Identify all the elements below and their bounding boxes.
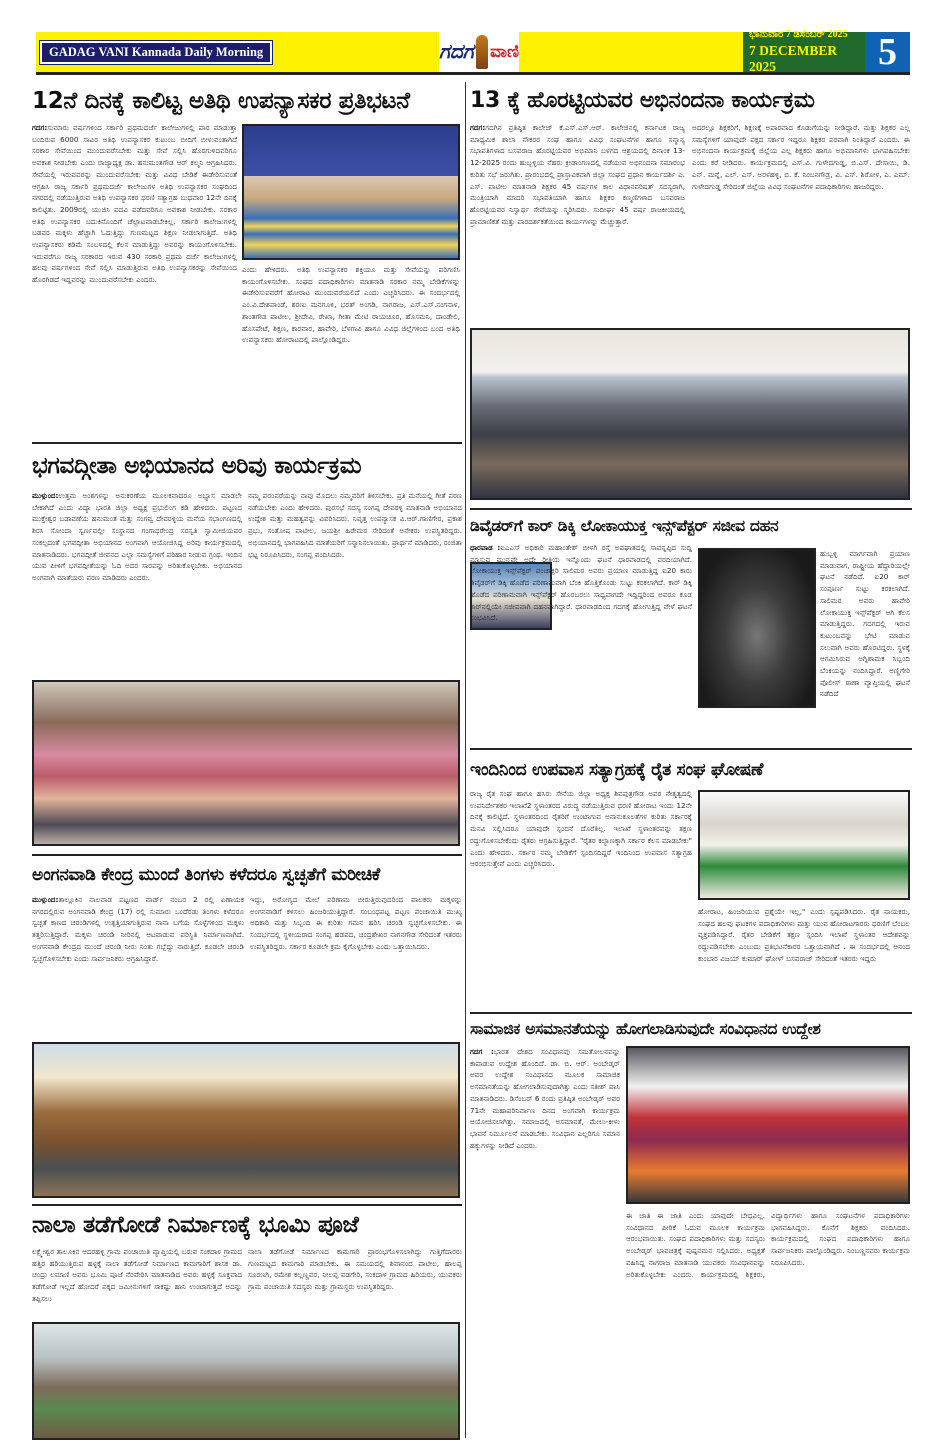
body-text: ಉತ್ತಮ ಅಂಶಗಳನ್ನು ಅನುಕರಣೆಯ ಮೂಲಕವಾದರೂ ಅಭ್ಯಾಸ ಮಾಡಲೇ ಬೇಕಾಗಿದೆ ಎಂದು ವಿದ್ಯಾ ಭಾರತಿ ಜಿಲ್ಲಾ ಅಧ್ಯಕ್ಷ ಪ್ರಭುಲಿಂಗ ಕಡಿ ಹೇಳಿದರು. ಪಟ್ಟಣದ ಮುಕ್ತೇಶ್ವರ ಬಡಾವಣೆಯ ಹನುಮಂತ ಮತ್ತು ಸಂಗವ್ವ ದೇವರಳ್ಳಿಯ ಮನೆಯ ಸಭಾಂಗಣದಲ್ಲಿ ಶಿರಸಿ ಸೋಂದಾ ಸ್ವರ್ಣವಲ್ಲೀ ಸಂಸ್ಥಾನದ ಗಂಗಾಧರೇಂದ್ರ ಸರಸ್ವತಿ ಸ್ವಾಮೀಜಿಯವರ ಸಂಕಲ್ಪದಂತೆ ಭಗವದ್ಗೀತಾ ಅಭಿಯಾನದ ಅಂಗವಾಗಿ ಆಯೋಜಿಸಿದ್ದ ಅರಿವು ಕಾರ್ಯಕ್ರಮದಲ್ಲಿ ಮಾತನಾಡಿದರು. ಭಗವದ್ಗೀತೆ ಜೀವನದ ಎಲ್ಲಾ ಸಮಸ್ಯೆಗಳಿಗೆ ಪರಿಹಾರ ನೀಡುವ ಗ್ರಂಥ. ಇಂದಿನ ಯುವ ಪೀಳಿಗೆ ಭಗವದ್ಗೀತೆಯನ್ನು ಓದಿ ಅದರ ಸಾರವನ್ನು ಅರಿತುಕೊಳ್ಳಬೇಕು. ಅಭಿಯಾನದ ಅಂಗವಾಗಿ ಮಾತೆಯರು ಪಠಣ ಮಾಡಿದರು ಎಂದರು. [32,491,242,582]
masthead [36,29,910,75]
masthead-mid-band [519,32,743,72]
body-text: ಸುಮಾರು ವರ್ಷಗಳಿಂದ ಸರ್ಕಾರಿ ಪ್ರಥಮದರ್ಜೆ ಕಾಲೇಜುಗಳಲ್ಲಿ ಪಾಠ ಮಾಡುತ್ತಾ ಬಂದಿರುವ 6000 ಸಾವಿರ ಅತಿಥಿ ಉಪನ್ಯಾಸಕರ ಕುಟುಂಬ ಬೀದಿಗೆ ಬೀಳುವಂತಾಗಿದೆ ಸರಕಾರ ಸೇವೆಯಿಂದ ಮುಂದುವರೆಸಬೇಕು ಮತ್ತು ಸೇವೆ ಸಲ್ಲಿಸಿ ಹೊರಗುಳಿದವರಿಗೂ ಅವಕಾಶ ನೀಡಬೇಕು ಎಂದು ರಾಜ್ಯಾಧ್ಯಕ್ಷ ಡಾ. ಹನುಮಂತಗೌಡ ಆರ್ ಕಲ್ಮನಿ ಆಗ್ರಹಿಸಿದರು. ಸೇವೆಯಲ್ಲಿ ಇರುವವರನ್ನು ಮುಂದುವರೆಸಬೇಕು ಮತ್ತು ವಿವಿಧ ಬೇಡಿಕೆ ಈಡೇರಿಸುವಂತೆ ಆಗ್ರಹಿಸಿ ರಾಜ್ಯ ಸರ್ಕಾರಿ ಪ್ರಥಮದರ್ಜೆ ಕಾಲೇಜುಗಳ ಅತಿಥಿ ಉಪನ್ಯಾಸಕರ ಸಂಘದಿಂದ ನಗರದಲ್ಲಿ ನಡೆಯುತ್ತಿರುವ ಅತಿಥಿ ಉಪನ್ಯಾಸಕರ ಧರಣಿ ಸತ್ಯಾಗ್ರಹ ಬುಧವಾರ 12ನೇ ದಿನಕ್ಕೆ ಕಾಲಿಟ್ಟಿತು. 2009ರಲ್ಲಿ ಯುಜಿಸಿ ಪದವಿ ಪಡೆದವರಿಗೂ ಅವಕಾಶ ನೀಡಬೇಕು. ಸರಕಾರ ಅತಿಥಿ ಉಪನ್ಯಾಸಕರ ಬದುಕಿನೊಂದಿಗೆ ಚೆಲ್ಲಾಟವಾಡಬೇಕಿಲ್ಲ. ಸರ್ಕಾರಿ ಕಾಲೇಜುಗಳಲ್ಲಿ ಬಡವರ ಮಕ್ಕಳು ಹೆಚ್ಚಾಗಿ ಓದುತ್ತಿದ್ದು ಗುಣಮಟ್ಟದ ಶಿಕ್ಷಣ ನೀಡಲಾಗುತ್ತಿದೆ. ಅತಿಥಿ ಉಪನ್ಯಾಸಕರು ಕಡಿಮೆ ಸಂಬಳದಲ್ಲಿ ಕೆಲಸ ಮಾಡುತ್ತಿದ್ದು ಅವರನ್ನು ಕಾಯಂಗೊಳಿಸಬೇಕು. ಇದುವರೆಗೂ ರಾಜ್ಯ ಸರಕಾರದ ಇರುವ 430 ಸರಕಾರಿ ಪ್ರಥಮ ದರ್ಜೆ ಕಾಲೇಜುಗಳಲ್ಲಿ ಹಲವು ವರ್ಷಗಳಿಂದ ಸೇವೆ ಸಲ್ಲಿಸಿ ಮಾಡುತ್ತಿರುವ ಅತಿಥಿ ಉಪನ್ಯಾಸಕರನ್ನು ಸೇವೆಯಿಂದ ಹೊರಗಿಡದೆ ಇದ್ದವರನ್ನು ಮುಂದುವರೆಸಬೇಕು ಎಂದರು. [32,123,237,285]
article-farmers-fast [470,754,912,1010]
article-body-continued: ನಮ್ಮ ಪರಂಪರೆಯನ್ನು ನಾವು ಮೊದಲು ನಮ್ಮವರಿಗೆ ತಿಳಿಸಬೇಕು. ಪ್ರತಿ ಮನೆಯಲ್ಲಿ ಗೀತೆ ಪಠಣ ನಡೆಯಬೇಕು ಎಂದು ಹೇಳಿದರು. ಪುರಸಭೆ ಸದಸ್ಯ ಸಂಗಪ್ಪ ದೇವರಳ್ಳಿ ಮಾತನಾಡಿ ಅಭಿಯಾನದ ಉದ್ದೇಶ ಮತ್ತು ಮಹತ್ವವನ್ನು ವಿವರಿಸಿದರು. ನಿವೃತ್ತ ಉಪನ್ಯಾಸಕ ವಿ.ಆರ್.ಗಾಣಿಗೇರ, ಪ್ರಕಾಶ ಪ್ರಭು, ಸಂತೋಷ ಪಾಟೀಲ, ಜಯಶ್ರೀ ಹಿರೇಮಠ ಸೇರಿದಂತೆ ಅನೇಕರು ಉಪಸ್ಥಿತರಿದ್ದರು. ಅಭಿಯಾನದಲ್ಲಿ ಭಾಗವಹಿಸಿದ ಮಾತೆಯರಿಗೆ ಸನ್ಮಾನಿಸಲಾಯಿತು. ಪ್ರಾರ್ಥನೆ ಮಾಡಿದರು, ರಂಜಿತಾ ಭಟ್ಟ ನಿರೂಪಿಸಿದರು, ಸಂಗಪ್ಪ ವಂದಿಸಿದರು. [248,491,462,559]
section-rule [470,1012,912,1014]
date-english: 7 DECEMBER 2025 [749,43,838,74]
article-body-continued: ಅದರಲ್ಲೂ ಶಿಕ್ಷಕರಿಗೆ, ಶಿಕ್ಷಣಕ್ಕೆ ಅಪಾರವಾದ ಕೊಡುಗೆಯನ್ನು ನೀಡಿದ್ದಾರೆ. ಮತ್ತು ಶಿಕ್ಷಕರ ಎಲ್ಲ ಸಮಸ್ಯೆಗಳಿಗೆ ಯಾವುದೇ ಪಕ್ಷದ ಸರ್ಕಾರ ಇದ್ದರೂ ಶಿಕ್ಷಕರ ಪರವಾಗಿ ನಿಂತಿದ್ದಾರೆ ಎಂದರು. ಈ ಅಭಿನಂದನಾ ಕಾರ್ಯಕ್ರಮಕ್ಕೆ ಜಿಲ್ಲೆಯ ಎಲ್ಲ ಶಿಕ್ಷಕರು ಹಾಗೂ ಅಭಿಮಾನಿಗಳು ಭಾಗವಹಿಸಬೇಕು ಎಂದು ಕರೆ ನೀಡಿದರು. ಕಾರ್ಯಕ್ರಮದಲ್ಲಿ ಎಸ್.ವಿ. ಗುಳೇದಗುಡ್ಡ, ಬಿ.ಎಸ್. ದೇಸಾಯಿ, ಡಿ. ಎನ್. ಮನ್ನೆ, ಎಲ್. ಎಸ್. ಅರಳಹಳ್ಳಿ, ಬಿ. ಕೆ. ನಿಂಬನಗೌಡ್ರ, ವಿ. ಎಸ್. ಶಿರೋಳ, ಎ. ಎಮ್. ಗುಳೇದಗುಡ್ಡ ಸೇರಿದಂತೆ ಜಿಲ್ಲೆಯ ವಿವಿಧ ಸಂಘಟನೆಗಳ ಪದಾಧಿಕಾರಿಗಳು ಹಾಜರಿದ್ದರು. [692,123,910,191]
masthead-date [743,29,865,74]
article-body [32,122,237,440]
article-body [470,1046,620,1206]
masthead-left-band [36,32,439,72]
headline: ಡಿವೈಡರ್‌ಗೆ ಕಾರ್ ಡಿಕ್ಕಿ ಲೋಕಾಯುಕ್ತ ಇನ್ಸ್‌ಪೆಕ್ಟರ್ ಸಜೀವ ದಹನ [470,517,779,535]
article-inspector-fire [470,512,912,748]
article-body [470,122,685,322]
photo-award [626,1046,910,1204]
body-text: ಗದಗಿನ ಪ್ರತಿಷ್ಠಿತ ಕಾಲೇಜ್ ಕೆ.ಎಸ್.ಎಸ್.ಆರ್. ಕಾಲೇಜಿನಲ್ಲಿ ಕರ್ನಾಟಕ ರಾಜ್ಯ ಮಾಧ್ಯಮಿಕ ಶಾಲಾ ನೌಕರರ ಸಂಘ ಹಾಗೂ ವಿವಿಧ ಸಂಘಟನೆಗಳ ಹಾಗೂ ಸನ್ಮಾನ್ಯ ಸಭಾಪತಿಗಳಾದ ಬಸವರಾಜ ಹೊರಟ್ಟಿಯವರ ಅಭಿಮಾನಿ ಬಳಗದ ಆಶ್ರಯದಲ್ಲಿ ದಿನಾಂಕ 13-12-2025 ರಂದು ಹುಬ್ಬಳ್ಳಿಯ ನೆಹರು ಕ್ರೀಡಾಂಗಣದಲ್ಲಿ ನಡೆಯುವ ಅಭಿನಂದನಾ ಸಮಾರಂಭ ಕುರಿತು ಸಭೆ ಜರುಗಿತು. ಪ್ರಾರಂಭದಲ್ಲಿ ಪ್ರಾಸ್ತಾವಿಕವಾಗಿ ಜಿಲ್ಲಾ ಸಂಘದ ಪ್ರಧಾನ ಕಾರ್ಯದರ್ಶಿ ಎ. ಎಸ್. ಪಾಟೀಲ ಮಾತನಾಡಿ ಶಿಕ್ಷಕರ 45 ವರ್ಷಗಳ ಕಾಲ ವಿಧಾನಪರಿಷತ್ ಸದಸ್ಯರಾಗಿ, ಮಂತ್ರಿಯಾಗಿ ಮಾದರಿ ಸಭಾಪತಿಯಾಗಿ ಹಾಗೂ ಶಿಕ್ಷಕರ ಕಣ್ಮಣಿಗಳಾದ ಬಸವರಾಜ ಹೊರಟ್ಟಿಯವರ ನಿಸ್ವಾರ್ಥ ಸೇವೆಯನ್ನು ಸ್ಮರಿಸಿದರು. ಸುದೀರ್ಘ 45 ವರ್ಷ ರಾಜಕೀಯದಲ್ಲಿ ಪ್ರಾಮಾಣಿಕತೆ ಮತ್ತು ಪಾರದರ್ಶಕತೆಯಿಂದ ಕಾರ್ಯಗಳನ್ನು ಮೆಚ್ಚುತ್ತಾರೆ. [470,123,685,226]
section-rule [32,442,462,444]
headline: ಅಂಗನವಾಡಿ ಕೇಂದ್ರ ಮುಂದೆ ತಿಂಗಳು ಕಳೆದರೂ ಸ್ವಚ್ಛತೆಗೆ ಮರೀಚಿಕೆ [32,865,380,885]
section-rule [32,854,462,856]
section-rule [470,508,912,510]
photo-meeting [470,328,910,500]
body-text: ಭಾರತ ದೇಶದ ಸಂವಿಧಾನವು ಸಮತೋಲನವನ್ನು ಕಾಪಾಡುವ ಉದ್ದೇಶ ಹೊಂದಿದೆ. ಡಾ. ಬಿ. ಆರ್. ಅಂಬೇಡ್ಕರ್ ಅವರ ಉದ್ದೇಶ ಸಂವಿಧಾನದ ಮೂಲಕ ಸಾಮಾಜಿಕ ಅಸಮಾನತೆಯನ್ನು ಹೋಗಲಾಡಿಸುವುದಾಗಿತ್ತು ಎಂದು ಸತೀಶ್ ಪಾಸಿ ಮಾತನಾಡಿದರು. ಡಿಸೆಂಬರ್ 6 ರಂದು ಪ್ರತಿಷ್ಠಿತ ಅಂಬೇಡ್ಕರ್ ಅವರ 71ನೇ ಮಹಾಪರಿನಿರ್ವಾಣ ದಿನದ ಅಂಗವಾಗಿ ಕಾರ್ಯಕ್ರಮ ಆಯೋಜಿಸಲಾಗಿತ್ತು. ಸಮಾಜದಲ್ಲಿ ಅಸಮಾನತೆ, ಮೇಲು-ಕೀಳು ಭಾವನೆ ನಿರ್ಮೂಲನೆ ಮಾಡಬೇಕು. ಸಂವಿಧಾನ ಎಲ್ಲರಿಗೂ ಸಮಾನ ಹಕ್ಕುಗಳನ್ನು ನೀಡಿದೆ ಎಂದರು. [470,1047,620,1150]
date-kannada: ಭಾನುವಾರ 7 ಡಿಸೆಂಬರ್ 2025 [749,29,848,40]
headline: 13 ಕ್ಕೆ ಹೊರಟ್ಟಿಯವರ ಅಭಿನಂದನಾ ಕಾರ್ಯಕ್ರಮ [470,88,815,113]
newspaper-logo [439,32,519,72]
section-rule [32,1204,462,1206]
photo-group [32,680,460,846]
article-body: ಲಕ್ಷ್ಮೇಶ್ವರ ತಾಲೂಕಿನ ಆದರಹಳ್ಳಿ ಗ್ರಾಮ ಪಂಚಾಯಿತಿ ವ್ಯಾಪ್ತಿಯಲ್ಲಿ ಬರುವ ಸಂಕದಾಳ ಗ್ರಾಮದ ಹತ್ತಿರ ಹರಿಯುತ್ತಿರುವ ಹಳ್ಳಕ್ಕೆ ನಾಲಾ ತಡೆಗೋಡೆ ನಿರ್ಮಾಣದ ಕಾಮಗಾರಿಗೆ ಶಾಸಕ ಡಾ. ಚಂದ್ರು ಲಮಾಣಿ ಅವರು ಭೂಮಿ ಪೂಜೆ ನೆರವೇರಿಸಿ ಮಾತನಾಡಿದ ಅವರು ಹಳ್ಳಕ್ಕೆ ಸೂಕ್ತವಾದ ತಡೆಗೋಡೆ ಇಲ್ಲದೆ ಹೋದರೆ ಪಕ್ಕದ ಜಮೀನುಗಳಿಗೆ ಸಾಕಷ್ಟು ಹಾನಿ ಉಂಟಾಗುತ್ತದೆ ಅದನ್ನು ತಪ್ಪಿಸಲು [32,1247,242,1303]
body-text: ತಾಲ್ಲೂಕಿನ ನಾಲವಾಡ ಪಟ್ಟಣದ ವಾರ್ಡ್ ನಂಬರ 2 ರಲ್ಲಿ ಏಣಾಯಕ ನಗರದಲ್ಲಿರುವ ಅಂಗನವಾಡಿ ಕೇಂದ್ರ (17) ರಲ್ಲಿ ಸುಮಾರು ಒಂದೆರಡು ತಿಂಗಳು ಕಳೆದರೂ ಸ್ವಚ್ಛತೆ ಕಾಣದ ಚರಂಡಿಗಳಲ್ಲಿ ಉತ್ಪತ್ತಿಯಾಗುತ್ತಿರುವ ನಾನಾ ಬಗೆಯ ಸೊಳ್ಳೆಗಳಿಂದ ಮಕ್ಕಳು ತತ್ತರಿಸುತ್ತಿದ್ದಾರೆ. ಮಕ್ಕಳು ಚರಂಡಿ ನೀರಿನಲ್ಲಿ ಆಟವಾಡುವ ಪರಿಸ್ಥಿತಿ ನಿರ್ಮಾಣವಾಗಿದೆ. ಅಂಗನವಾಡಿ ಕೇಂದ್ರದ ಮುಂದೆ ಚರಂಡಿ ನೀರು ನಿಂತು ಗಬ್ಬೆದ್ದು ನಾರುತ್ತಿದೆ. ಕೂಡಲೇ ಚರಂಡಿ ಸ್ವಚ್ಛಗೊಳಿಸಬೇಕು ಎಂದು ಸಾರ್ವಜನಿಕರು ಆಗ್ರಹಿಸಿದ್ದಾರೆ. [32,895,244,963]
article-constitution [470,1016,912,1438]
photo-bhoomi-pooja [32,1322,460,1440]
body-text: ಐಎಎಸ್ ಅಧಿಕಾರಿ ಮಹಾಂತೇಶ್ ಬೀಳಗಿ ರಸ್ತೆ ಅಪಘಾತದಲ್ಲಿ ಸಾವನ್ನಪ್ಪಿದ ಸುದ್ದಿ ಮಾಸುವ ಮುನ್ನವೇ ಅದೇ ರೀತಿಯ ಇನ್ನೊಂದು ಘಟನೆ ಧಾರವಾಡದಲ್ಲಿ ವರದಿಯಾಗಿದೆ. ಲೋಕಾಯುಕ್ತ ಇನ್ಸ್‌ಪೆಕ್ಟರ್ ಪಂಚಾಕ್ಷರಿ ಸಾಲಿಮಠ ಅವರು ಪ್ರಯಾಣ ಮಾಡುತ್ತಿದ್ದ ಐ20 ಕಾರು ಡಿವೈಡರ್‌ಗೆ ಡಿಕ್ಕಿ ಹೊಡೆದ ಪರಿಣಾಮವಾಗಿ ಬೆಂಕಿ ಹೊತ್ತಿಕೊಂಡು ಸುಟ್ಟು ಕರಕಲಾಗಿದೆ. ಕಾರ್ ಡಿಕ್ಕಿ ಹೊಡೆದ ಪರಿಣಾಮವಾಗಿ ಇನ್ಸ್‌ಪೆಕ್ಟರ್ ಹೊರಬರಲು ಸಾಧ್ಯವಾಗದೇ ಇದ್ದಿದ್ದರಿಂದ ಅವರೂ ಕೂಡ ಕಾರ್‌ನಲ್ಲಿಯೇ ಸಜೀವವಾಗಿ ದಹನವಾಗಿದ್ದಾರೆ. ಧಾರವಾಡದಿಂದ ಗದಗಕ್ಕೆ ಹೋಗುತ್ತಿದ್ದ ವೇಳೆ ಘಟನೆ ಸಂಭವಿಸಿದೆ. [470,543,692,623]
photo-protest-tent [242,124,460,260]
article-anganwadi [32,860,462,1200]
dateline: ಗದಗ: [470,123,486,132]
logo-text-vani: ವಾಣಿ [490,42,519,61]
section-rule [470,748,912,750]
article-body-continued: ಹೋರಾಟ, ಹಿಂಜರಿಯುವ ಪ್ರಶ್ನೆಯೇ ಇಲ್ಲ," ಎಂದು ಸ್ಪಷ್ಟಪಡಿಸಿದರು. ರೈತ ನಾಯಕರು, ಸಂಘದ ಹಲವು ಘಟಕಗಳ ಪದಾಧಿಕಾರಿಗಳು ಮತ್ತು ಯುವ ಹೋರಾಟಗಾರರು ಧರಣಿಗೆ ಬೆಂಬಲ ವ್ಯಕ್ತಪಡಿಸಿದ್ದಾರೆ. ರೈತರ ಬೇಡಿಕೆಗೆ ತಕ್ಷಣ ಸ್ಪಂದಿಸಿ ಇಲಾಖೆ ಸ್ಥಳಾಂತರ ಆದೇಶವನ್ನು ರದ್ದುಪಡಿಸಬೇಕು ಎಂಬುದು ಪ್ರತಿಭಟನೆಕಾರರ ಒತ್ತಾಯವಾಗಿದೆ . ಈ ಸಂದರ್ಭದಲ್ಲಿ ಆನಂದ ಕುಂಬಾರ ವಿಜಯ್ ಕುಮಾರ್ ಘೋಳ್ ಬಸವರಾಜ್ ಸೇರಿದಂತೆ ಇತರರು ಇದ್ದರು [698,907,910,963]
article-body [470,542,692,748]
article-body-continued: ಎಂದು ಹೇಳಿದರು. ಅತಿಥಿ ಉಪನ್ಯಾಸಕರ ಶಕ್ತಿಯೂ ಮತ್ತು ಸೇವೆಯನ್ನು ಪರಿಗಣಿಸಿ ಕಾಯಂಗೊಳಿಸಬೇಕು. ಸಂಘದ ಪದಾಧಿಕಾರಿಗಳು ಮಾತನಾಡಿ ಸರಕಾರ ನಮ್ಮ ಬೇಡಿಕೆಗಳನ್ನು ಈಡೇರಿಸುವವರೆಗೆ ಹೋರಾಟ ಮುಂದುವರೆಯಲಿದೆ ಎಂದು ಎಚ್ಚರಿಸಿದರು. ಈ ಸಂದರ್ಭದಲ್ಲಿ ಎಂ.ವಿ.ದೇಶಪಾಂಡೆ, ಶರಣು ಮನಗೂಳಿ, ಭರತ್ ಅಂಗಡಿ, ನಾಗರಾಜ, ಎಸ್.ಎಸ್.ಸಂಗನಾಳ, ಶಾಂತಗೌಡ ಪಾಟೀಲ, ಶ್ರೀದೇವಿ, ರೇಖಾ, ಗೀತಾ ಮೇಟಿ ರಾಯಚೂರ, ಹೊಸಮನಿ, ದಾಂಡೇಲಿ, ಹೊಸಪೇಟೆ, ಶಿಕ್ಷಣ, ಕಾರವಾರ, ಹಾವೇರಿ, ಬೆಳಗಾವಿ ಹಾಗೂ ವಿವಿಧ ಜಿಲ್ಲೆಗಳಿಂದ ಬಂದ ಅತಿಥಿ ಉಪನ್ಯಾಸಕರು ಹೋರಾಟದಲ್ಲಿ ಪಾಲ್ಗೊಂಡಿದ್ದರು. [242,265,460,345]
dateline: ಗದಗ : [470,1047,494,1056]
headline: ನಾಲಾ ತಡೆಗೋಡೆ ನಿರ್ಮಾಣಕ್ಕೆ ಭೂಮಿ ಪೂಜೆ [32,1212,359,1238]
dateline: ಮುಳ್ಗುಂದ: [32,491,59,500]
photo-farmers [698,790,910,900]
headline: ಇಂದಿನಿಂದ ಉಪವಾಸ ಸತ್ಯಾಗ್ರಹಕ್ಕೆ ರೈತ ಸಂಘ ಘೋಷಣೆ [470,760,764,780]
headline: ಸಾಮಾಜಿಕ ಅಸಮಾನತೆಯನ್ನು ಹೋಗಲಾಡಿಸುವುದೇ ಸಂವಿಧಾನದ ಉದ್ದೇಶ [470,1020,821,1038]
article-bhagavad-gita [32,448,462,848]
article-body [32,490,242,670]
article-body [32,894,244,1036]
article-felicitation [470,84,912,504]
photo-drain [32,1042,460,1198]
article-guest-lecturers [32,84,462,440]
headline: ಭಗವದ್ಗೀತಾ ಅಭಿಯಾನದ ಅರಿವು ಕಾರ್ಯಕ್ರಮ [32,453,362,479]
dateline: ಗದಗ: [32,123,48,132]
dateline: ಮುಳ್ಗುಂದ: [32,895,59,904]
column-divider [465,82,466,1438]
logo-text-gadag: ಗದಗ [439,40,474,63]
article-body: ರಾಜ್ಯ ರೈತ ಸಂಘ ಹಾಗೂ ಹಸಿರು ಸೇನೆಯ ಜಿಲ್ಲಾ ಅಧ್ಯಕ್ಷ ಶಿವಪುತ್ರಗೌಡ ಅವರ ನೇತೃತ್ವದಲ್ಲಿ ಉಪನಿರ್ದೇಶಕರ ಇಲಾಖೆ2 ಸ್ಥಳಾಂತರದ ವಿರುದ್ಧ ನಡೆಯುತ್ತಿರುವ ಧರಣಿ ಹೋರಾಟ ಇಂದು 12ನೇ ದಿನಕ್ಕೆ ಕಾಲಿಟ್ಟಿದೆ. ಸ್ಥಳಾಂತರದಿಂದ ರೈತರಿಗೆ ಉಂಟಾಗುವ ಅನಾನುಕೂಲತೆಗಳ ಕುರಿತು ಸರ್ಕಾರಕ್ಕೆ ಮನವಿ ಸಲ್ಲಿಸಿದರೂ ಯಾವುದೇ ಸ್ಪಂದನೆ ದೊರೆತಿಲ್ಲ. ಇಲಾಖೆ ಸ್ಥಳಾಂತರವನ್ನು ತಕ್ಷಣ ರದ್ದುಗೊಳಿಸಬೇಕೆಂದು ರೈತರು ಆಗ್ರಹಿಸುತ್ತಿದ್ದಾರೆ. "ರೈತರ ಕಲ್ಯಾಣಕ್ಕಾಗಿ ಸರ್ಕಾರ ಕೆಲಸ ಮಾಡಬೇಕು" ಎಂದು ಹೇಳಿದರು. ಸರ್ಕಾರ ನಮ್ಮ ಬೇಡಿಕೆಗೆ ಸ್ಪಂದಿಸದಿದ್ದರೆ ಇಂದಿನಿಂದ ಉಪವಾಸ ಸತ್ಯಾಗ್ರಹ ಆರಂಭಿಸುತ್ತೇವೆ ಎಂದು ಎಚ್ಚರಿಸಿದರು. [470,789,692,869]
photo-burnt-car [698,548,816,708]
edition-label: GADAG VANI Kannada Daily Morning [40,41,272,64]
article-body-continued: ಹುಬ್ಬಳ್ಳಿ ಮಾರ್ಗವಾಗಿ ಪ್ರಯಾಣ ಮಾಡುವಾಗ, ರಾಷ್ಟ್ರೀಯ ಹೆದ್ದಾರಿಯಲ್ಲೇ ಘಟನೆ ನಡೆದಿದೆ. ಐ20 ಕಾರ್ ಸಂಪೂರ್ಣ ಸುಟ್ಟು ಕರಕಲಾಗಿದೆ. ಸಾಲಿಮಠ ಅವರು ಹಾವೇರಿ ಲೋಕಾಯುಕ್ತ ಇನ್ಸ್‌ಪೆಕ್ಟರ್ ಆಗಿ ಕೆಲಸ ಮಾಡುತ್ತಿದ್ದರು. ಗದಗದಲ್ಲಿ ಇರುವ ಕುಟುಂಬವನ್ನು ಭೇಟಿ ಮಾಡುವ ಸಲುವಾಗಿ ಅವರು ಹೊರಟಿದ್ದರು. ಸ್ಥಳಕ್ಕೆ ಆಗಮಿಸಿರುವ ಅಗ್ನಿಶಾಮಕ ಸಿಬ್ಬಂದಿ ಬೆಂಕಿಯನ್ನು ನಂದಿಸಿದ್ದಾರೆ. ಅಣ್ಣಿಗೇರಿ ಪೊಲೀಸ್ ಠಾಣಾ ವ್ಯಾಪ್ತಿಯಲ್ಲಿ ಘಟನೆ ನಡೆದಿದೆ [820,549,910,699]
page-number: 5 [865,32,910,72]
article-body-continued: ಇದ್ದು, ಅರೋಗ್ಯದ ಮೇಲೆ ಪರಿಣಾಮ ಬೀರುತ್ತಿರುವುದರಿಂದ ಪಾಲಕರು ಮಕ್ಕಳನ್ನು ಅಂಗನವಾಡಿಗೆ ಕಳಿಸಲು ಹಿಂಜರಿಯುತ್ತಿದ್ದಾರೆ. ಸಂಬಂಧಪಟ್ಟ ಪಟ್ಟಣ ಪಂಚಾಯಿತಿ ಮುಖ್ಯ ಅಧಿಕಾರಿ ಮತ್ತು ಸಿಬ್ಬಂದಿ ಈ ಕುರಿತು ಗಮನ ಹರಿಸಿ ಚರಂಡಿ ಸ್ವಚ್ಛಗೊಳಿಸಬೇಕು. ಈ ಸಂದರ್ಭದಲ್ಲಿ ಸ್ಥಳೀಯರಾದ ಸಂಗಪ್ಪ ಹಡಪದ, ಚಂದ್ರಶೇಖರ ನಾಗನಗೌಡ ಸೇರಿದಂತೆ ಇತರರು ಉಪಸ್ಥಿತರಿದ್ದರು. ಸರ್ಕಾರ ಕೂಡಲೇ ಕ್ರಮ ಕೈಗೊಳ್ಳಬೇಕು ಎಂದು ಒತ್ತಾಯಿಸಿದರು. [250,895,462,951]
headline: 12ನೆ ದಿನಕ್ಕೆ ಕಾಲಿಟ್ಟ ಅತಿಥಿ ಉಪನ್ಯಾಸಕರ ಪ್ರತಿಭಟನೆ [32,88,410,114]
dateline: ಧಾರವಾಡ : [470,543,501,552]
article-body-continued: ಈ ಜಾತಿ ಈ ಜಾತಿ ಎಂದು ಯಾವುದೇ ಬೇಧವಿಲ್ಲ. ಸಂವಿಧಾನದ ಪೀಠಿಕೆ ಓದುವ ಮೂಲಕ ಕಾರ್ಯಕ್ರಮ ಆರಂಭವಾಯಿತು. ಸಂಘದ ಪದಾಧಿಕಾರಿಗಳು ಮತ್ತು ಸದಸ್ಯರು ಅಂಬೇಡ್ಕರ್ ಭಾವಚಿತ್ರಕ್ಕೆ ಪುಷ್ಪನಮನ ಸಲ್ಲಿಸಿದರು. ಅಧ್ಯಕ್ಷತೆ ವಹಿಸಿದ್ದ ನಾಗರಾಜ ಮಾತನಾಡಿ ಯುವಕರು ಸಂವಿಧಾನವನ್ನು ಅರಿತುಕೊಳ್ಳಬೇಕು ಎಂದರು. ಕಾರ್ಯಕ್ರಮದಲ್ಲಿ ಶಿಕ್ಷಕರು, ವಿದ್ಯಾರ್ಥಿಗಳು ಹಾಗೂ ಸಂಘಟನೆಗಳ ಪದಾಧಿಕಾರಿಗಳು ಭಾಗವಹಿಸಿದ್ದರು. ಕೊನೆಗೆ ಶಿಕ್ಷಕರು ವಂದಿಸಿದರು. ಕಾರ್ಯಕ್ರಮದಲ್ಲಿ ಸಂಘದ ಪದಾಧಿಕಾರಿಗಳು ಹಾಗೂ ಸಾರ್ವಜನಿಕರು ಪಾಲ್ಗೊಂಡಿದ್ದರು. ನಿಂಬಣ್ಣನವರು ಕಾರ್ಯಕ್ರಮ ನಿರೂಪಿಸಿದರು. [626,1211,910,1279]
article-body-continued: ನಾಲಾ ತಡೆಗೋಡೆ ನಿರ್ಮಾಣದ ಕಾಮಗಾರಿ ಪ್ರಾರಂಭಗೊಳಿಸಲಾಗಿದ್ದು ಗುತ್ತಿಗೆದಾರರು ಗುಣಮಟ್ಟದ ಕಾಮಗಾರಿ ಮಾಡಬೇಕು. ಈ ಸಮಯದಲ್ಲಿ ಶಿವಾನಂದ ಪಾಟೀಲ, ಹಾಲಪ್ಪ ಸೂರಣಗಿ, ರಮೇಶ ಕಲ್ಲಣ್ಣವರ, ನೀಲಪ್ಪ ಪಡಗೇರಿ, ಸಂಕದಾಳ ಗ್ರಾಮದ ಹಿರಿಯರು, ಯುವಕರು ಗ್ರಾಮ ಪಂಚಾಯಿತಿ ಸದಸ್ಯರು ಮತ್ತು ಗ್ರಾಮಸ್ಥರು ಉಪಸ್ಥಿತರಿದ್ದರು. [248,1247,462,1292]
statue-icon [476,35,488,69]
article-check-dam [32,1208,462,1440]
